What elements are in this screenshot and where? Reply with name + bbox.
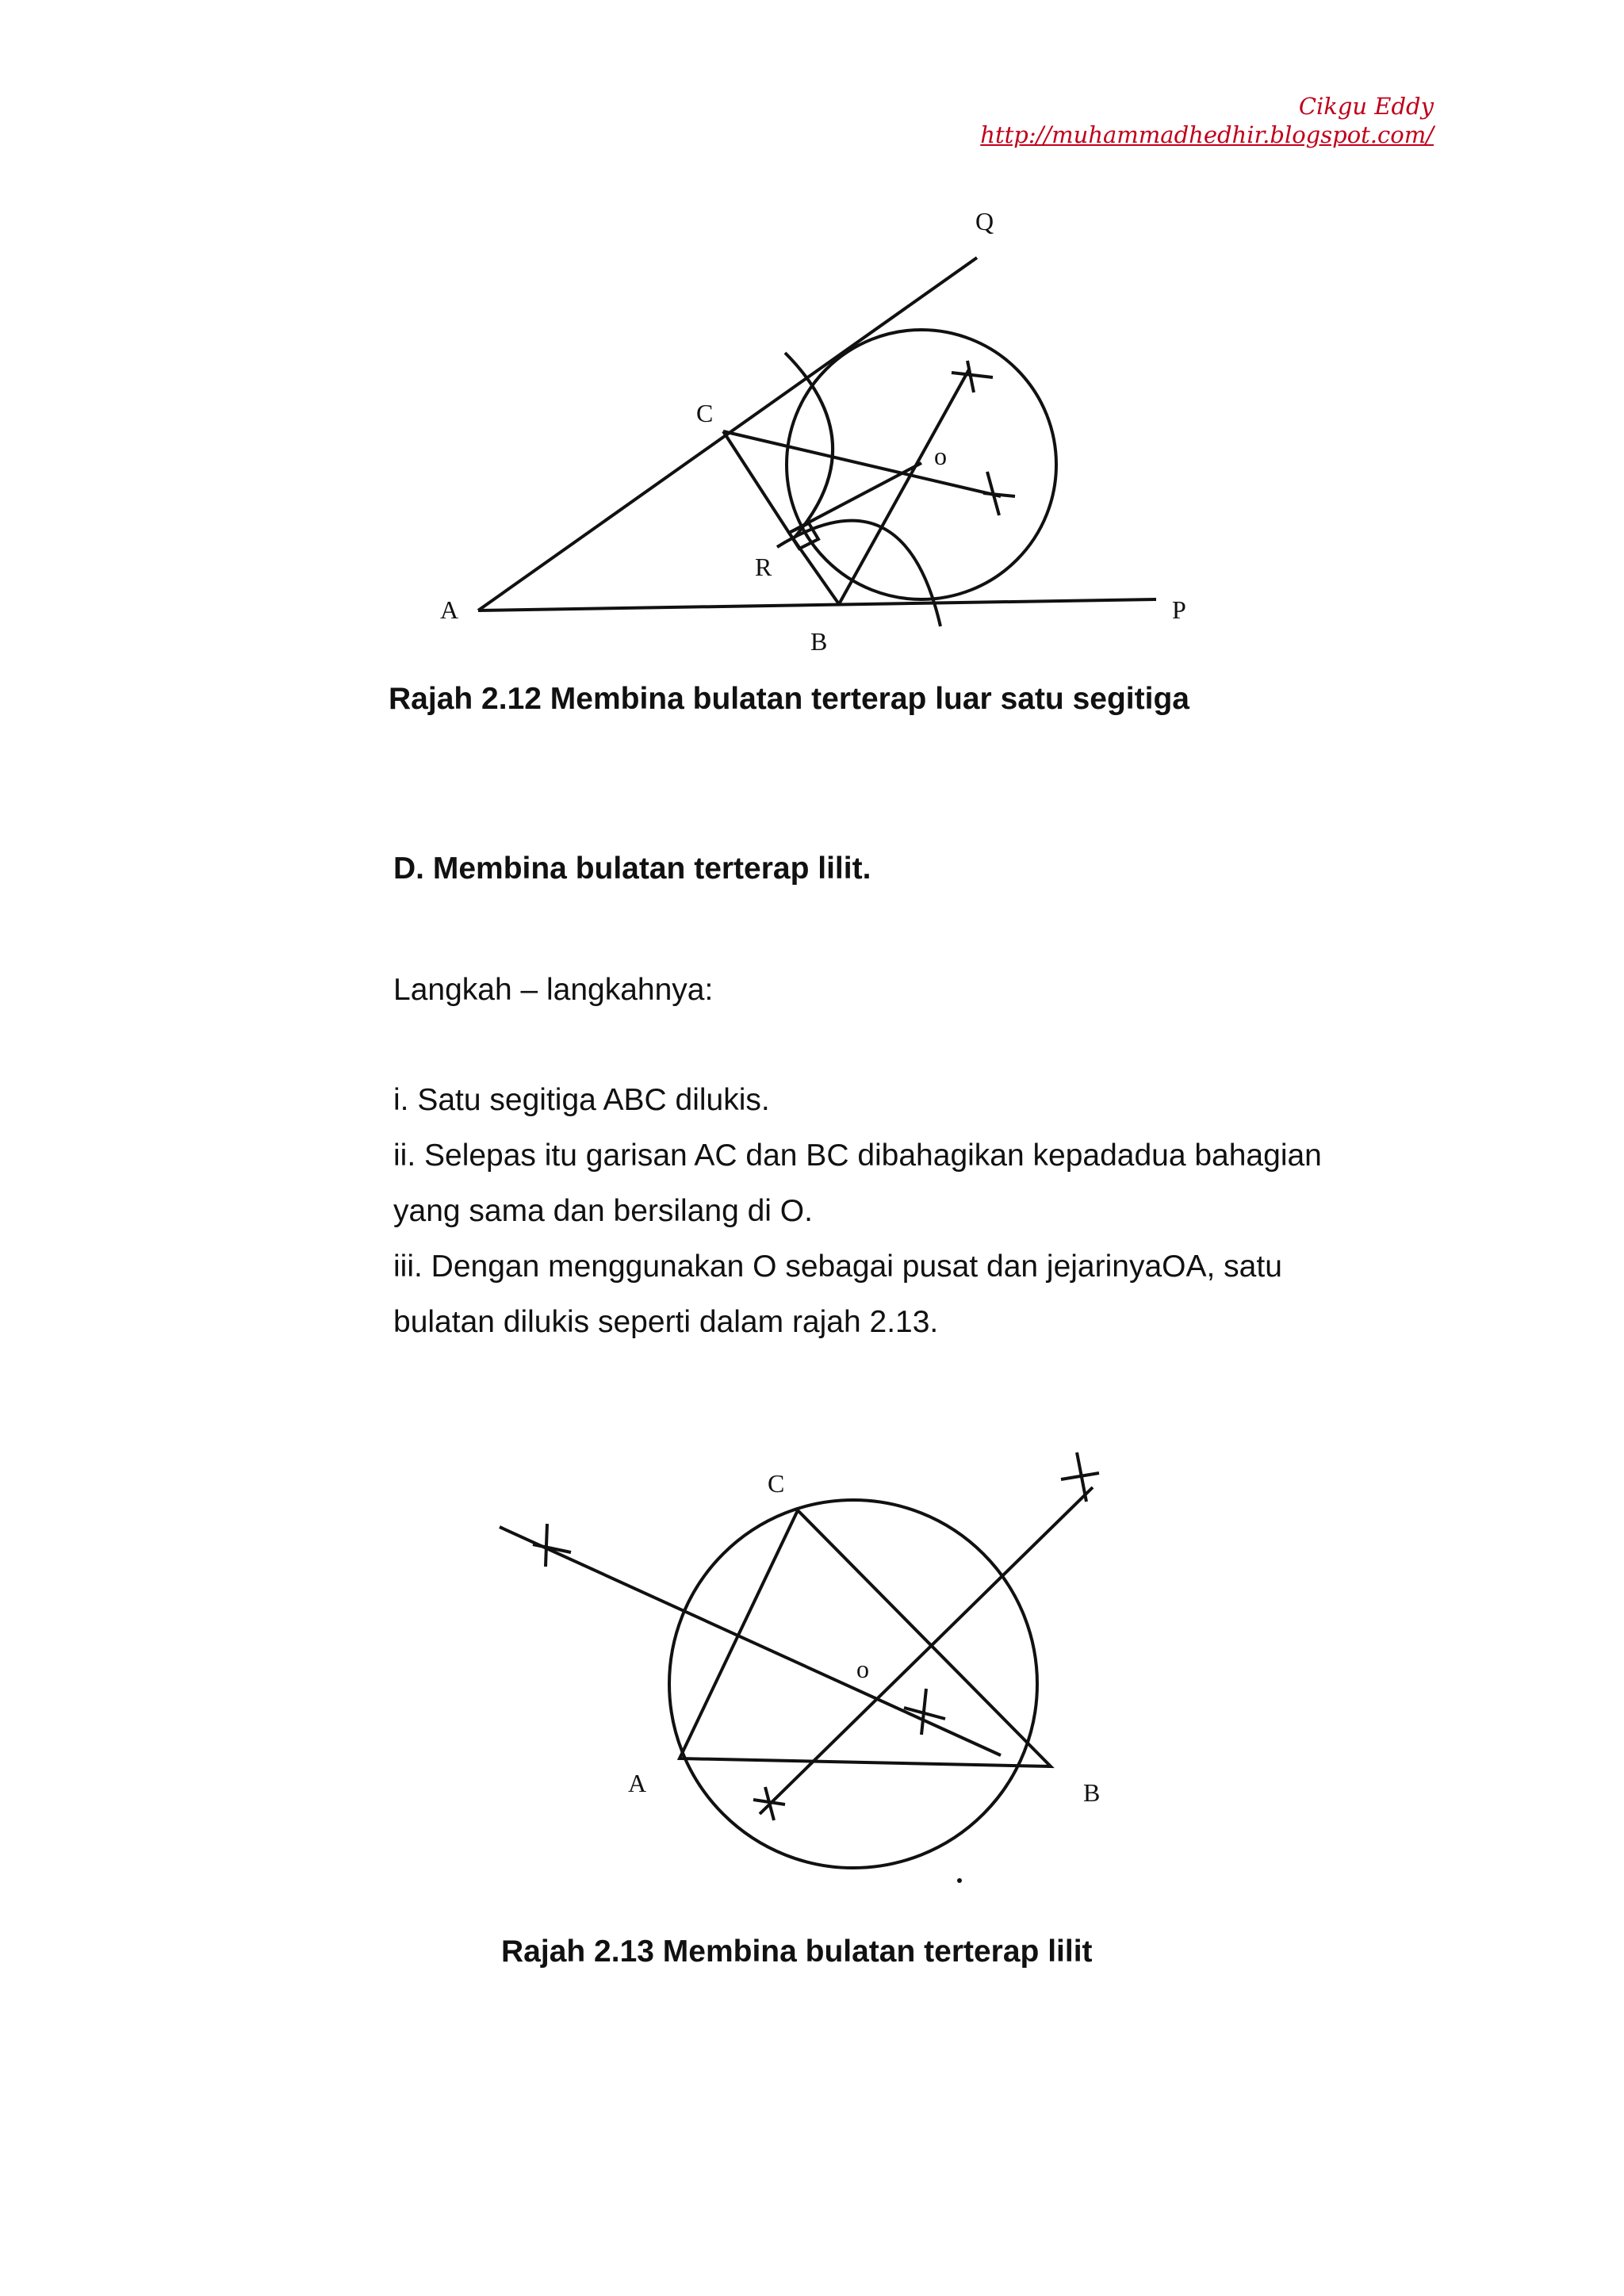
step-line: iii. Dengan menggunakan O sebagai pusat dan jejarinyaOA, satu <box>393 1249 1282 1284</box>
line-a-q <box>478 258 977 610</box>
label-c: C <box>768 1469 785 1498</box>
figure1-caption: Rajah 2.12 Membina bulatan terterap luar satu segitiga <box>389 682 1189 716</box>
label-a: A <box>440 595 459 624</box>
blog-url[interactable]: http://muhammadhedhir.blogspot.com/ <box>980 121 1434 148</box>
step-line: i. Satu segitiga ABC dilukis. <box>393 1083 770 1117</box>
stray-dot <box>957 1878 962 1883</box>
step-line: yang sama dan bersilang di O. <box>393 1194 813 1228</box>
label-b: B <box>810 627 828 656</box>
label-o: o <box>856 1655 869 1683</box>
figure2-caption: Rajah 2.13 Membina bulatan terterap lilit <box>501 1934 1093 1969</box>
label-o: o <box>934 442 947 470</box>
steps-intro: Langkah – langkahnya: <box>393 973 714 1007</box>
circumcircle <box>669 1500 1037 1868</box>
label-a: A <box>628 1769 647 1797</box>
label-r: R <box>755 553 772 581</box>
section-heading: D. Membina bulatan terterap lilit. <box>393 851 871 886</box>
label-p: P <box>1172 595 1186 624</box>
arc-mark-ac <box>533 1524 571 1567</box>
line-c-bisector <box>723 431 1001 496</box>
arc-mark-bc-top <box>1061 1452 1099 1502</box>
step-line: bulatan dilukis seperti dalam rajah 2.13. <box>393 1305 939 1339</box>
line-b-bisector <box>839 369 969 604</box>
step-line: ii. Selepas itu garisan AC dan BC dibahagikan kepadadua bahagian <box>393 1138 1322 1173</box>
construction-arc-b <box>777 521 940 626</box>
figure-circumcircle-diagram <box>460 1435 1174 1895</box>
page-header <box>980 92 1434 149</box>
line-a-p <box>478 599 1156 610</box>
triangle-abc <box>680 1510 1051 1766</box>
author-name: Cikgu Eddy <box>1298 93 1434 120</box>
label-q: Q <box>975 207 994 235</box>
bisector-mark-right <box>983 472 1015 515</box>
label-b: B <box>1083 1778 1101 1807</box>
figure-excircle-diagram <box>396 198 1189 658</box>
label-c: C <box>696 399 714 427</box>
steps-list <box>393 1073 1424 1350</box>
triangle-sides-cb <box>723 431 839 604</box>
